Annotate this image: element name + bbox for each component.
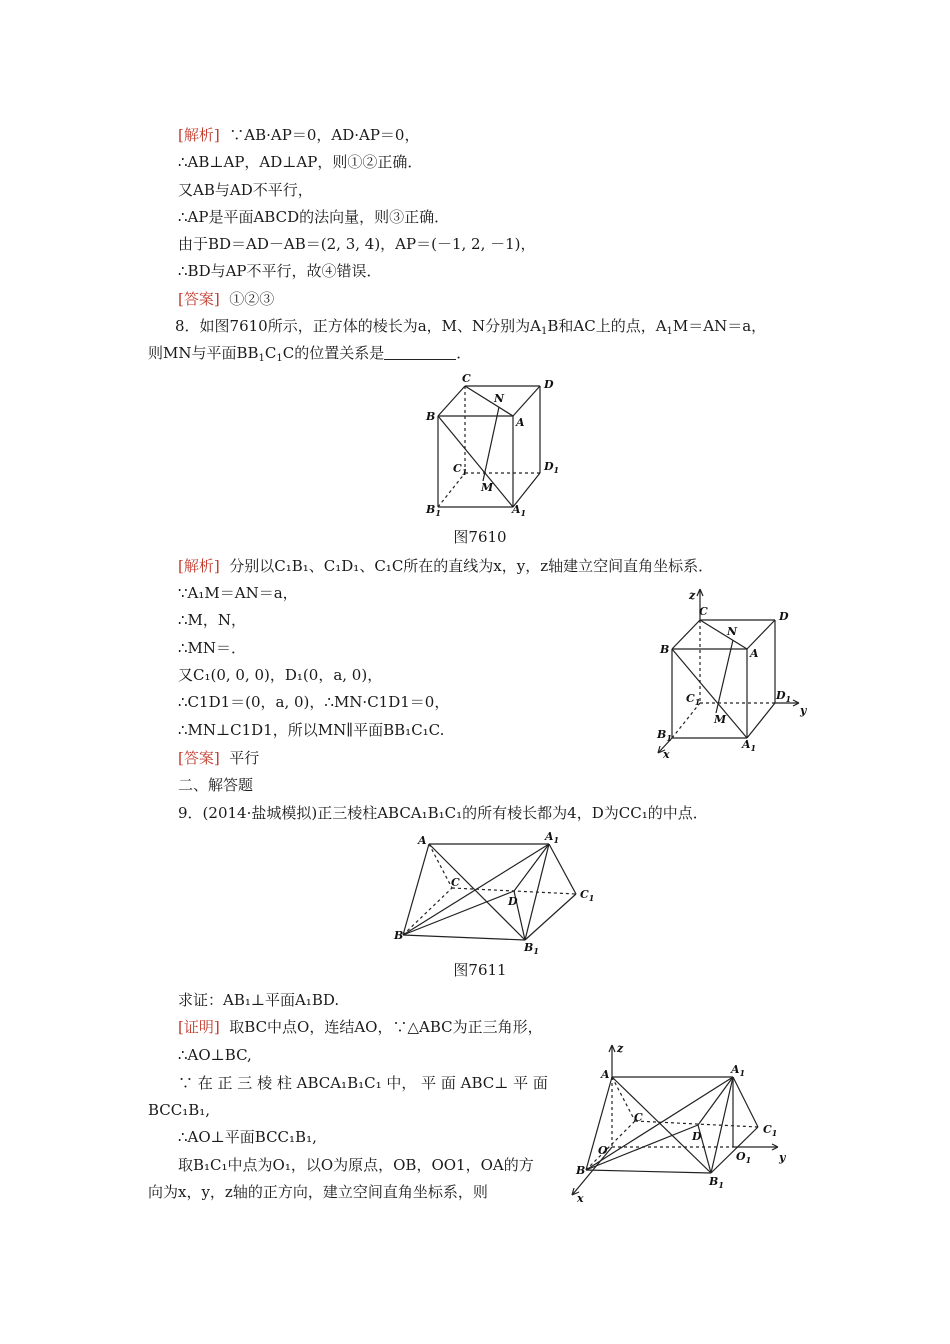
analysis-text: ∵AB·AP＝0，AD·AP＝0， <box>229 126 420 144</box>
fig2-label-D: D <box>779 610 789 623</box>
analysis-line-3: 又AB与AD不平行， <box>178 181 313 199</box>
fig4-label-O1: $O_1$ <box>736 1150 752 1165</box>
fig3-label-B1: $B_1$ <box>524 941 539 956</box>
axis-z-label: z <box>689 589 696 602</box>
proof-line-6: 取B₁C₁中点为O₁，以O为原点，OB，OO1，OA的方 <box>178 1156 534 1174</box>
answer-line-7 <box>178 289 274 309</box>
proof-line-2: ∴AO⊥BC, <box>178 1046 252 1064</box>
fig4-axis-y: y <box>779 1151 786 1164</box>
section-2-heading: 二、解答题 <box>178 776 254 794</box>
answer-tag-8: [答案] <box>178 749 220 767</box>
label-B: B <box>426 410 436 423</box>
analysis-line-6: ∴BD与AP不平行，故④错误． <box>178 262 382 280</box>
fig3-label-C: C <box>451 876 460 889</box>
analysis-line-4: ∴AP是平面ABCD的法向量，则③正确． <box>178 208 450 226</box>
prove-statement: 求证：AB₁⊥平面A₁BD. <box>178 991 340 1009</box>
figure-caption-7611: 图7611 <box>453 961 507 979</box>
fig2-label-A: A <box>750 647 759 660</box>
cube-axes-figure <box>650 588 825 763</box>
s8-line-4: ∴MN＝． <box>178 639 247 657</box>
label-N: N <box>494 392 505 405</box>
analysis-line-2: ∴AB⊥AP，AD⊥AP，则①②正确． <box>178 153 423 171</box>
fig4-label-B1: $B_1$ <box>709 1175 724 1190</box>
fig3-label-B: B <box>394 929 404 942</box>
fig3-label-D: D <box>508 895 518 908</box>
fig4-label-C1: $C_1$ <box>763 1123 778 1138</box>
problem-8-line-1: 8．如图7610所示，正方体的棱长为a，M、N分别为$A_1B$和AC上的点，$A_1M=AN=a$， <box>175 317 767 337</box>
label-D1: $D_1$ <box>544 460 560 475</box>
fig2-label-C: C <box>699 605 708 618</box>
label-B1: $B_1$ <box>426 503 441 518</box>
proof-line-3: ∵ 在 正 三 棱 柱 ABCA₁B₁C₁ 中， 平 面 ABC⊥ 平 面 <box>178 1074 548 1092</box>
answer-tag: [答案] <box>178 290 220 308</box>
analysis-line-1 <box>178 125 419 145</box>
fig2-label-C1: $C_1$ <box>686 692 701 707</box>
s8-line-7: ∴MN⊥C1D1，所以MN∥平面BB₁C₁C. <box>178 721 445 739</box>
proof-line-5: ∴AO⊥平面BCC₁B₁, <box>178 1128 317 1146</box>
answer-text: ①②③ <box>229 290 275 308</box>
proof-tag: [证明] <box>178 1018 220 1036</box>
proof-line-7: 向为x，y，z轴的正方向，建立空间直角坐标系，则 <box>148 1183 488 1201</box>
s8-line-6: ∴C1D1＝(0，a, 0)，∴MN·C1D1＝0， <box>178 693 450 711</box>
proof-line-4: BCC₁B₁, <box>148 1101 211 1119</box>
answer-line-8: [答案] 平行 <box>178 749 260 767</box>
label-D: D <box>544 378 554 391</box>
fig3-label-A1: $A_1$ <box>545 830 560 845</box>
prism-axes-figure <box>565 1040 795 1205</box>
answer-blank <box>384 345 456 360</box>
fig2-label-B1: $B_1$ <box>657 728 672 743</box>
s8-line-2: ∵A₁M＝AN＝a， <box>178 584 298 602</box>
fig4-label-B: B <box>576 1164 586 1177</box>
fig4-label-A1: $A_1$ <box>731 1063 746 1078</box>
fig4-axis-z: z <box>617 1042 624 1055</box>
analysis-tag: [解析] <box>178 126 220 144</box>
analysis-line-5: 由于BD＝AD－AB＝(2, 3, 4)，AP＝(－1, 2, －1)， <box>178 235 536 253</box>
fig2-label-N: N <box>727 625 738 638</box>
label-A: A <box>516 416 525 429</box>
fig4-axis-x: x <box>577 1192 584 1205</box>
fig2-label-A1: $A_1$ <box>742 738 757 753</box>
fig2-label-D1: $D_1$ <box>776 689 792 704</box>
problem-9-line: 9．(2014·盐城模拟)正三棱柱ABCA₁B₁C₁的所有棱长都为4，D为CC₁的中点． <box>178 804 708 822</box>
fig4-label-A: A <box>601 1068 610 1081</box>
prism-figure-7611 <box>392 828 602 956</box>
label-A1: $A_1$ <box>512 503 527 518</box>
fig3-label-A: A <box>418 834 427 847</box>
s8-tag: [解析] <box>178 557 220 575</box>
label-C: C <box>462 372 471 385</box>
fig4-label-O: O <box>598 1144 608 1157</box>
fig3-label-C1: $C_1$ <box>580 888 595 903</box>
fig4-label-D: D <box>692 1130 702 1143</box>
s8-line-3: ∴M，N， <box>178 611 247 629</box>
proof-line-1: [证明] 取BC中点O，连结AO，∵△ABC为正三角形， <box>178 1018 543 1036</box>
fig2-label-B: B <box>660 643 670 656</box>
label-M: M <box>481 481 494 494</box>
axis-x-label: x <box>663 748 670 761</box>
fig4-label-C: C <box>634 1111 643 1124</box>
cube-figure-7610 <box>420 370 570 520</box>
s8-line-5: 又C₁(0, 0, 0)，D₁(0，a, 0)， <box>178 666 383 684</box>
axis-y-label: y <box>800 704 807 717</box>
fig2-label-M: M <box>714 713 727 726</box>
problem-8-line-2: 则MN与平面$BB_1C_1C$的位置关系是 ． <box>148 344 472 364</box>
s8-line-1: [解析] 分别以C₁B₁、C₁D₁、C₁C所在的直线为x，y，z轴建立空间直角坐标系． <box>178 557 714 575</box>
figure-caption-7610: 图7610 <box>453 528 507 546</box>
label-C1: $C_1$ <box>453 462 468 477</box>
